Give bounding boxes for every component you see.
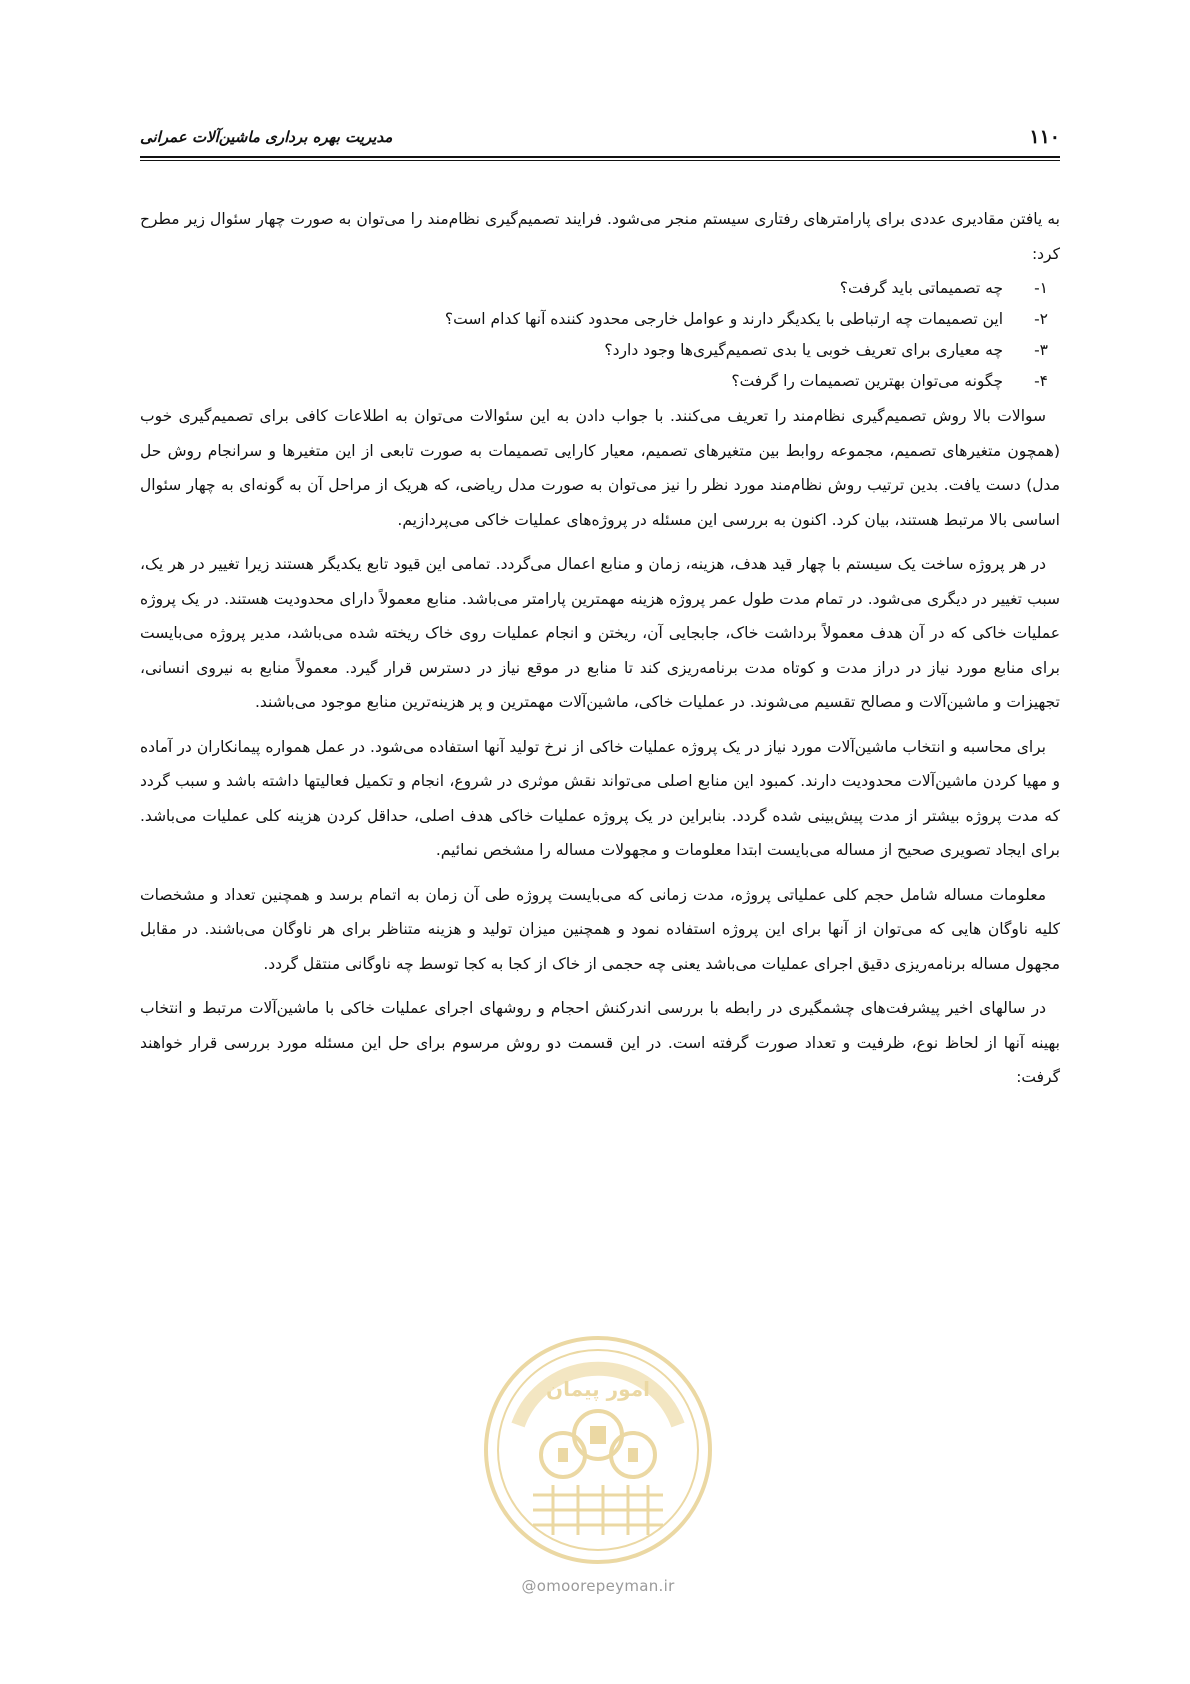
question-number: ۲- [1034, 310, 1048, 328]
question-text: چه تصمیماتی باید گرفت؟ [839, 279, 1004, 297]
question-item [140, 366, 1048, 397]
paragraph-recent-advances: در سالهای اخیر پیشرفت‌های چشمگیری در رابطه با بررسی اندرکنش احجام و روشهای اجرای عملیات خاکی با ماشین‌آلات مرتبط و انتخاب بهینه آنها از لحاظ نوع، ظرفیت و تعداد صورت گرفته است. در این قسمت دو روش مرسوم برای حل این مسئله مورد بررسی قرار خواهند گرفت: [140, 999, 1060, 1086]
body-text [140, 202, 1060, 1105]
book-title: مدیریت بهره برداری ماشین‌آلات عمرانی [140, 128, 393, 146]
question-number: ۳- [1034, 341, 1048, 359]
paragraph-decision-method: سوالات بالا روش تصمیم‌گیری نظام‌مند را تعریف می‌کنند. با جواب دادن به این سئوالات می‌توان به اطلاعات کافی برای تصمیم‌گیری خوب (همچون متغیرهای تصمیم، مجموعه روابط بین متغیرهای تصمیم، معیار کارایی تصمیمات به صورت تابعی از این متغیرها و سرانجام روش حل مدل) دست یافت. بدین ترتیب روش نظام‌مند مورد نظر را نیز می‌توان به صورت مدل ریاضی، که هریک از مراحل آن به گونه‌ای به چهار سئوال اساسی بالا مرتبط هستند، بیان کرد. اکنون به بررسی این مسئله در پروژه‌های عملیات خاکی می‌پردازیم. [140, 407, 1060, 529]
at-icon: @ [521, 1577, 537, 1595]
question-item [140, 335, 1048, 366]
page-number: ۱۱۰ [1029, 126, 1060, 148]
question-number: ۴- [1034, 372, 1048, 390]
question-text: این تصمیمات چه ارتباطی با یکدیگر دارند و عوامل خارجی محدود کننده آنها کدام است؟ [444, 310, 1004, 328]
question-list [140, 273, 1060, 397]
question-number: ۱- [1034, 279, 1048, 297]
paragraph-knowns-unknowns: معلومات مساله شامل حجم کلی عملیاتی پروژه، مدت زمانی که می‌بایست پروژه طی آن زمان به اتمام برسد و همچنین تعداد و مشخصات کلیه ناوگان هایی که می‌توان از آنها برای این پروژه استفاده نمود و همچنین میزان تولید و هزینه متناظر برای هر ناوگان می‌باشند. در مقابل مجهول مساله برنامه‌ریزی دقیق اجرای عملیات می‌باشد یعنی چه حجمی از خاک از کجا به کجا توسط چه ناوگانی منتقل گردد. [140, 885, 1060, 973]
header-rule-thin [140, 160, 1060, 161]
intro-paragraph: به یافتن مقادیری عددی برای پارامترهای رفتاری سیستم منجر می‌شود. فرایند تصمیم‌گیری نظام‌مند را می‌توان به صورت چهار سئوال زیر مطرح کرد: [140, 210, 1060, 263]
question-item [140, 304, 1048, 335]
paragraph-constraints: در هر پروژه ساخت یک سیستم با چهار قید هدف، هزینه، زمان و منابع اعمال می‌گردد. تمامی این قیود تابع یکدیگر هستند زیرا تغییر در هر یک، سبب تغییر در دیگری می‌شود. در تمام مدت طول عمر پروژه هزینه مهمترین پارامتر می‌باشد. منابع معمولاً دارای محدودیت هستند. در یک پروژه عملیات خاکی که در آن هدف معمولاً برداشت خاک، جابجایی آن، ریختن و انجام عملیات روی خاک ریخته شده می‌باشد، مدیر پروژه می‌بایست برای منابع مورد نیاز در دراز مدت و کوتاه مدت برنامه‌ریزی کند تا منابع در موقع نیاز در دسترس قرار گیرد. معمولاً منابع به نیروی انسانی، تجهیزات و ماشین‌آلات و مصالح تقسیم می‌شوند. در عملیات خاکی، ماشین‌آلات مهمترین و پر هزینه‌ترین منابع موجود می‌باشند. [140, 555, 1060, 711]
question-text: چگونه می‌توان بهترین تصمیمات را گرفت؟ [731, 372, 1004, 390]
watermark-logo [478, 1330, 718, 1570]
header-rule [140, 156, 1060, 158]
watermark-url [478, 1577, 718, 1595]
paragraph-machinery-selection: برای محاسبه و انتخاب ماشین‌آلات مورد نیاز در یک پروژه عملیات خاکی از نرخ تولید آنها استفاده می‌شود. در عمل همواره پیمانکاران در آماده و مهیا کردن ماشین‌آلات محدودیت دارند. کمبود این منابع اصلی می‌تواند نقش موثری در شروع، انجام و تکمیل فعالیتها داشته باشد و سبب گردد که مدت پروژه بیشتر از مدت پیش‌بینی شده گردد. بنابراین در یک پروژه عملیات خاکی هدف اصلی، حداقل کردن هزینه کلی عملیات می‌باشد. برای ایجاد تصویری صحیح از مساله می‌بایست ابتدا معلومات و مجهولات مساله را مشخص نمائیم. [140, 737, 1060, 859]
question-item [140, 273, 1048, 304]
running-header [140, 122, 1060, 158]
watermark-url-text: omoorepeyman.ir [536, 1577, 675, 1595]
watermark-logo-text: امور پیمان [546, 1377, 650, 1401]
question-text: چه معیاری برای تعریف خوبی یا بدی تصمیم‌گیری‌ها وجود دارد؟ [604, 341, 1004, 359]
